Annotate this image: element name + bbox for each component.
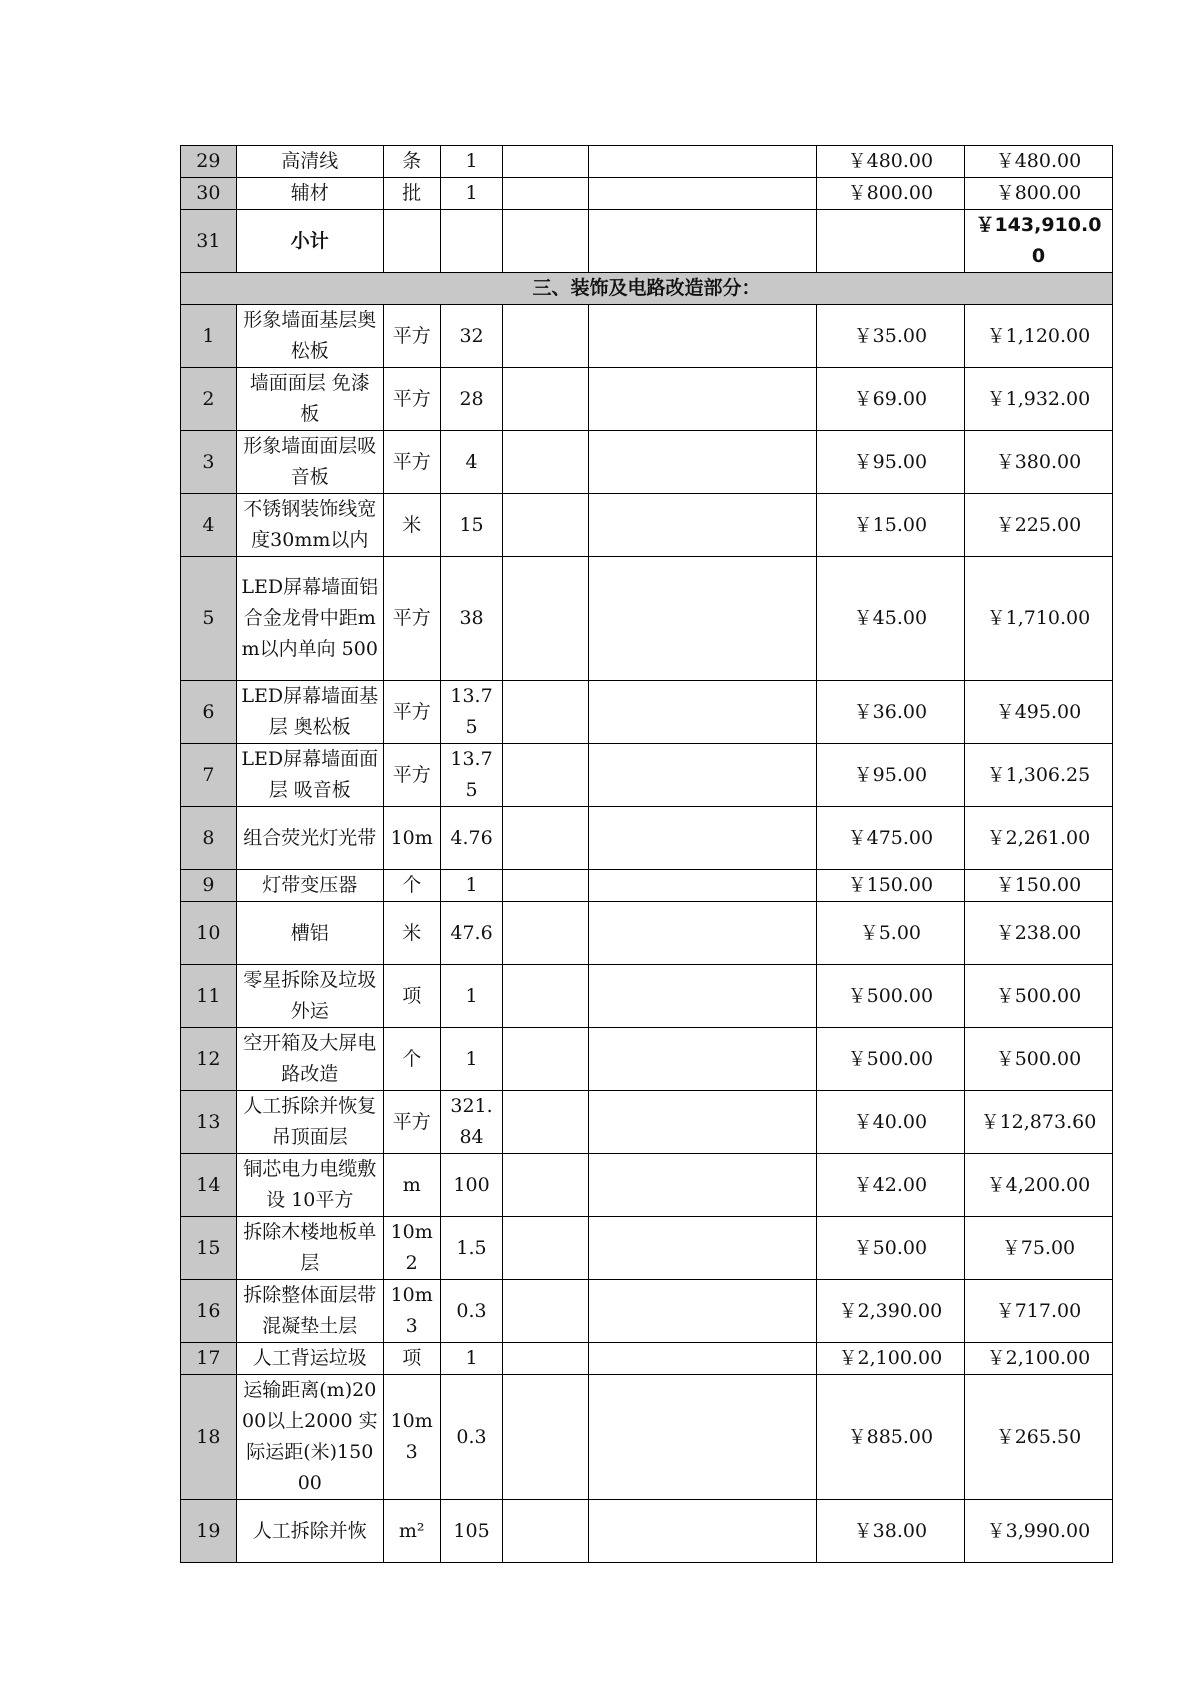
row-number: 10 — [181, 902, 237, 965]
unit-price: ￥45.00 — [816, 557, 964, 681]
item-qty: 15 — [440, 494, 503, 557]
row-number: 30 — [181, 178, 237, 210]
row-number: 18 — [181, 1375, 237, 1500]
item-unit: 平方 — [383, 1091, 440, 1154]
item-qty: 4 — [440, 431, 503, 494]
item-name: 人工背运垃圾 — [236, 1343, 383, 1375]
item-unit: 批 — [383, 178, 440, 210]
item-col6 — [588, 681, 816, 744]
item-unit: 10m3 — [383, 1280, 440, 1343]
item-unit: 个 — [383, 1028, 440, 1091]
row-number: 8 — [181, 807, 237, 870]
item-qty: 0.3 — [440, 1280, 503, 1343]
table-row — [181, 305, 1113, 368]
table-row — [181, 494, 1113, 557]
line-total: ￥2,100.00 — [964, 1343, 1112, 1375]
item-qty: 4.76 — [440, 807, 503, 870]
empty-cell — [816, 210, 964, 273]
row-number: 7 — [181, 744, 237, 807]
item-col5 — [503, 1091, 588, 1154]
unit-price: ￥15.00 — [816, 494, 964, 557]
subtotal-value: ￥143,910.00 — [964, 210, 1112, 273]
item-name: 不锈钢装饰线宽度30mm以内 — [236, 494, 383, 557]
item-qty: 1 — [440, 870, 503, 902]
table-row — [181, 1091, 1113, 1154]
item-qty: 47.6 — [440, 902, 503, 965]
item-name: 零星拆除及垃圾外运 — [236, 965, 383, 1028]
line-total: ￥4,200.00 — [964, 1154, 1112, 1217]
unit-price: ￥480.00 — [816, 146, 964, 178]
item-col5 — [503, 1280, 588, 1343]
item-qty: 1 — [440, 1028, 503, 1091]
unit-price: ￥95.00 — [816, 431, 964, 494]
item-qty: 28 — [440, 368, 503, 431]
item-col6 — [588, 178, 816, 210]
item-qty: 13.75 — [440, 681, 503, 744]
item-col5 — [503, 870, 588, 902]
row-number: 29 — [181, 146, 237, 178]
line-total: ￥238.00 — [964, 902, 1112, 965]
unit-price: ￥69.00 — [816, 368, 964, 431]
item-col5 — [503, 1375, 588, 1500]
item-col6 — [588, 431, 816, 494]
empty-cell — [503, 210, 588, 273]
table-row — [181, 1280, 1113, 1343]
row-number: 12 — [181, 1028, 237, 1091]
line-total: ￥1,306.25 — [964, 744, 1112, 807]
item-col5 — [503, 178, 588, 210]
unit-price: ￥36.00 — [816, 681, 964, 744]
unit-price: ￥2,100.00 — [816, 1343, 964, 1375]
row-number: 2 — [181, 368, 237, 431]
item-unit: m — [383, 1154, 440, 1217]
item-col5 — [503, 1028, 588, 1091]
line-total: ￥75.00 — [964, 1217, 1112, 1280]
item-col5 — [503, 807, 588, 870]
item-col6 — [588, 902, 816, 965]
row-number: 3 — [181, 431, 237, 494]
table-row — [181, 744, 1113, 807]
line-total: ￥380.00 — [964, 431, 1112, 494]
unit-price: ￥42.00 — [816, 1154, 964, 1217]
unit-price: ￥150.00 — [816, 870, 964, 902]
unit-price: ￥50.00 — [816, 1217, 964, 1280]
item-name: 组合荧光灯光带 — [236, 807, 383, 870]
item-col6 — [588, 744, 816, 807]
item-qty: 1 — [440, 1343, 503, 1375]
item-unit: 平方 — [383, 368, 440, 431]
row-number: 4 — [181, 494, 237, 557]
item-name: 灯带变压器 — [236, 870, 383, 902]
item-unit: 米 — [383, 494, 440, 557]
item-col6 — [588, 368, 816, 431]
item-name: 铜芯电力电缆敷设 10平方 — [236, 1154, 383, 1217]
item-name: LED屏幕墙面基层 奥松板 — [236, 681, 383, 744]
row-number: 17 — [181, 1343, 237, 1375]
row-number: 15 — [181, 1217, 237, 1280]
item-col5 — [503, 494, 588, 557]
item-col5 — [503, 1217, 588, 1280]
item-unit: 平方 — [383, 431, 440, 494]
item-name: LED屏幕墙面铝合金龙骨中距mm以内单向 500 — [236, 557, 383, 681]
quote-table — [180, 145, 1113, 1563]
item-qty: 100 — [440, 1154, 503, 1217]
item-col5 — [503, 681, 588, 744]
item-unit: 10m2 — [383, 1217, 440, 1280]
item-col5 — [503, 965, 588, 1028]
line-total: ￥150.00 — [964, 870, 1112, 902]
item-col6 — [588, 1375, 816, 1500]
item-unit: 个 — [383, 870, 440, 902]
item-col6 — [588, 1500, 816, 1563]
row-number: 14 — [181, 1154, 237, 1217]
item-name: 槽铝 — [236, 902, 383, 965]
section-title: 三、装饰及电路改造部分： — [181, 273, 1113, 305]
item-qty: 0.3 — [440, 1375, 503, 1500]
row-number: 31 — [181, 210, 237, 273]
item-col6 — [588, 870, 816, 902]
item-unit: 条 — [383, 146, 440, 178]
item-col5 — [503, 1500, 588, 1563]
line-total: ￥717.00 — [964, 1280, 1112, 1343]
row-number: 5 — [181, 557, 237, 681]
table-row — [181, 1500, 1113, 1563]
table-row — [181, 368, 1113, 431]
unit-price: ￥800.00 — [816, 178, 964, 210]
table-row — [181, 1375, 1113, 1500]
item-col6 — [588, 1091, 816, 1154]
table-row — [181, 1217, 1113, 1280]
item-col6 — [588, 146, 816, 178]
item-col5 — [503, 1343, 588, 1375]
item-unit: 10m3 — [383, 1375, 440, 1500]
unit-price: ￥475.00 — [816, 807, 964, 870]
table-row — [181, 965, 1113, 1028]
item-unit: 米 — [383, 902, 440, 965]
line-total: ￥480.00 — [964, 146, 1112, 178]
item-unit: m² — [383, 1500, 440, 1563]
unit-price: ￥2,390.00 — [816, 1280, 964, 1343]
unit-price: ￥95.00 — [816, 744, 964, 807]
item-name: 形象墙面基层奥松板 — [236, 305, 383, 368]
item-col6 — [588, 557, 816, 681]
item-name: 运输距离(m)2000以上2000 实际运距(米)15000 — [236, 1375, 383, 1500]
unit-price: ￥885.00 — [816, 1375, 964, 1500]
item-unit: 平方 — [383, 305, 440, 368]
row-number: 9 — [181, 870, 237, 902]
empty-cell — [588, 210, 816, 273]
item-col5 — [503, 744, 588, 807]
item-name: 高清线 — [236, 146, 383, 178]
item-col6 — [588, 1154, 816, 1217]
item-qty: 105 — [440, 1500, 503, 1563]
item-unit: 项 — [383, 965, 440, 1028]
item-col6 — [588, 965, 816, 1028]
item-col6 — [588, 807, 816, 870]
line-total: ￥225.00 — [964, 494, 1112, 557]
item-name: 墙面面层 免漆板 — [236, 368, 383, 431]
item-unit: 项 — [383, 1343, 440, 1375]
line-total: ￥3,990.00 — [964, 1500, 1112, 1563]
item-col6 — [588, 1280, 816, 1343]
item-name: 空开箱及大屏电路改造 — [236, 1028, 383, 1091]
item-col5 — [503, 368, 588, 431]
item-qty: 321.84 — [440, 1091, 503, 1154]
item-name: 辅材 — [236, 178, 383, 210]
item-qty: 32 — [440, 305, 503, 368]
line-total: ￥1,932.00 — [964, 368, 1112, 431]
item-name: 形象墙面面层吸音板 — [236, 431, 383, 494]
item-qty: 1 — [440, 178, 503, 210]
table-row — [181, 1154, 1113, 1217]
line-total: ￥495.00 — [964, 681, 1112, 744]
table-row — [181, 870, 1113, 902]
row-number: 1 — [181, 305, 237, 368]
table-row — [181, 807, 1113, 870]
table-row — [181, 178, 1113, 210]
line-total: ￥2,261.00 — [964, 807, 1112, 870]
unit-price: ￥500.00 — [816, 1028, 964, 1091]
item-name: LED屏幕墙面面层 吸音板 — [236, 744, 383, 807]
item-col5 — [503, 557, 588, 681]
item-unit: 10m — [383, 807, 440, 870]
row-number: 19 — [181, 1500, 237, 1563]
empty-cell — [383, 210, 440, 273]
item-col6 — [588, 1343, 816, 1375]
unit-price: ￥40.00 — [816, 1091, 964, 1154]
unit-price: ￥35.00 — [816, 305, 964, 368]
line-total: ￥265.50 — [964, 1375, 1112, 1500]
unit-price: ￥38.00 — [816, 1500, 964, 1563]
item-col6 — [588, 494, 816, 557]
row-number: 11 — [181, 965, 237, 1028]
line-total: ￥1,710.00 — [964, 557, 1112, 681]
item-qty: 1 — [440, 146, 503, 178]
item-col6 — [588, 305, 816, 368]
table-row — [181, 146, 1113, 178]
line-total: ￥12,873.60 — [964, 1091, 1112, 1154]
line-total: ￥800.00 — [964, 178, 1112, 210]
item-name: 人工拆除并恢 — [236, 1500, 383, 1563]
item-name: 拆除木楼地板单层 — [236, 1217, 383, 1280]
table-row — [181, 902, 1113, 965]
table-row — [181, 681, 1113, 744]
row-number: 13 — [181, 1091, 237, 1154]
unit-price: ￥500.00 — [816, 965, 964, 1028]
item-col6 — [588, 1217, 816, 1280]
subtotal-row — [181, 210, 1113, 273]
item-col5 — [503, 431, 588, 494]
item-qty: 1 — [440, 965, 503, 1028]
section-header-row — [181, 273, 1113, 305]
item-name: 拆除整体面层带混凝垫土层 — [236, 1280, 383, 1343]
empty-cell — [440, 210, 503, 273]
item-col5 — [503, 902, 588, 965]
table-row — [181, 557, 1113, 681]
unit-price: ￥5.00 — [816, 902, 964, 965]
item-col6 — [588, 1028, 816, 1091]
item-col5 — [503, 1154, 588, 1217]
item-col5 — [503, 305, 588, 368]
table-row — [181, 1343, 1113, 1375]
item-unit: 平方 — [383, 557, 440, 681]
item-col5 — [503, 146, 588, 178]
subtotal-label: 小计 — [236, 210, 383, 273]
line-total: ￥1,120.00 — [964, 305, 1112, 368]
table-row — [181, 431, 1113, 494]
item-unit: 平方 — [383, 681, 440, 744]
item-name: 人工拆除并恢复吊顶面层 — [236, 1091, 383, 1154]
line-total: ￥500.00 — [964, 1028, 1112, 1091]
row-number: 16 — [181, 1280, 237, 1343]
item-qty: 38 — [440, 557, 503, 681]
line-total: ￥500.00 — [964, 965, 1112, 1028]
item-qty: 1.5 — [440, 1217, 503, 1280]
table-row — [181, 1028, 1113, 1091]
item-unit: 平方 — [383, 744, 440, 807]
item-qty: 13.75 — [440, 744, 503, 807]
row-number: 6 — [181, 681, 237, 744]
